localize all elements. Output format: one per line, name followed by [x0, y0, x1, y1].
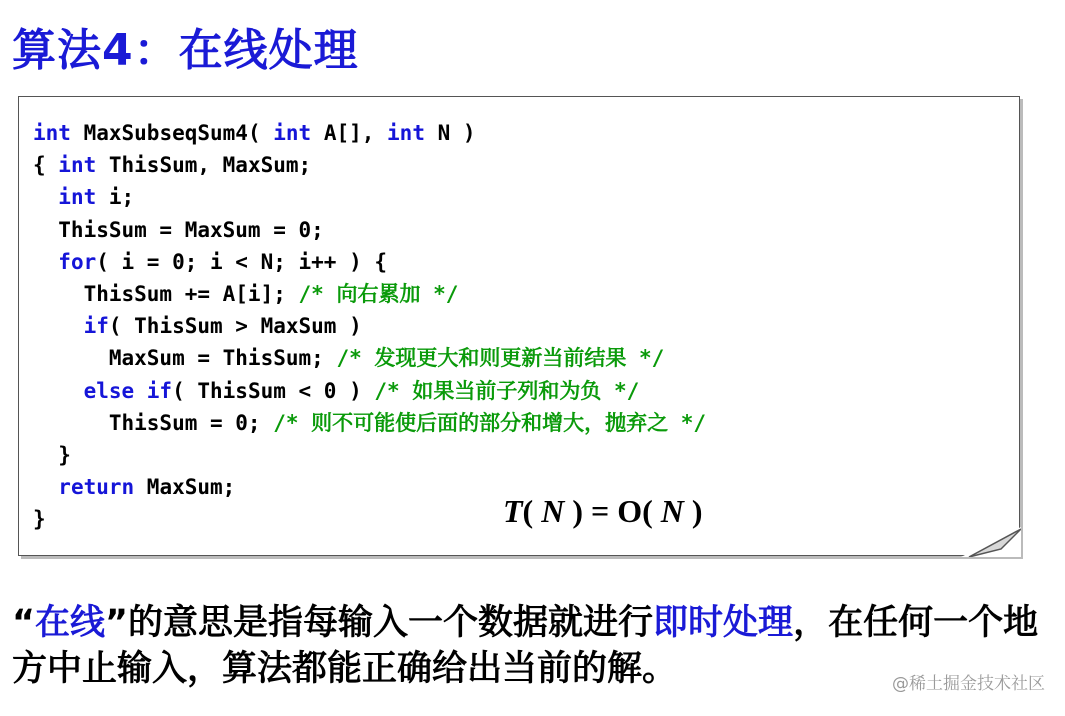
code-keyword: int	[58, 153, 97, 178]
code-line	[33, 310, 706, 342]
code-text	[33, 379, 84, 403]
formula-t: T	[503, 493, 523, 529]
code-block	[33, 117, 706, 535]
formula-paren-close: )	[683, 493, 703, 529]
code-keyword: int	[33, 121, 71, 145]
formula-equals: ) = O(	[564, 493, 661, 529]
code-keyword: int	[387, 121, 425, 145]
code-text: ThisSum = 0;	[33, 410, 274, 435]
code-text: ThisSum, MaxSum;	[96, 153, 312, 178]
code-keyword: return	[58, 475, 135, 500]
code-text: ThisSum += A[i];	[33, 281, 299, 306]
code-line	[33, 214, 706, 246]
code-text: ( ThisSum < 0 )	[172, 378, 375, 403]
code-text: MaxSum = ThisSum;	[33, 346, 337, 371]
quote-open: “	[12, 603, 36, 643]
code-text	[33, 185, 58, 209]
code-text: ( i = 0; i < N; i++ ) {	[96, 249, 388, 274]
highlight-realtime: 即时处理	[653, 603, 794, 643]
code-keyword: else if	[83, 378, 173, 403]
code-line	[33, 117, 706, 149]
code-keyword: int	[58, 185, 97, 210]
code-text: ( ThisSum > MaxSum )	[108, 314, 362, 339]
formula-n1: N	[541, 493, 565, 529]
page-fold-icon	[961, 527, 1021, 557]
code-text: MaxSum;	[134, 475, 236, 500]
code-text: {	[33, 153, 59, 178]
code-keyword: for	[58, 249, 97, 274]
code-text: N )	[424, 121, 476, 145]
complexity-formula	[503, 493, 703, 530]
code-line	[33, 149, 706, 181]
code-line	[33, 342, 706, 374]
highlight-online: 在线	[35, 603, 106, 643]
code-text: }	[33, 507, 46, 532]
paragraph-text-1: ”的意思是指每输入一个数据就进行	[105, 603, 654, 643]
code-line	[33, 375, 706, 407]
code-keyword: if	[83, 314, 109, 339]
formula-n2: N	[660, 493, 684, 529]
watermark: @稀土掘金技术社区	[892, 674, 1045, 694]
code-line	[33, 407, 706, 439]
slide-title: 算法4：在线处理	[12, 25, 359, 76]
code-line	[33, 181, 706, 213]
code-line	[33, 439, 706, 471]
code-text	[33, 314, 84, 338]
code-comment: /* 如果当前子列和为负 */	[374, 378, 640, 403]
code-keyword: int	[273, 121, 312, 145]
code-text	[33, 250, 58, 274]
code-box	[18, 96, 1020, 556]
formula-paren-open: (	[522, 493, 542, 529]
code-text: }	[33, 442, 71, 467]
code-line	[33, 246, 706, 278]
code-text	[33, 475, 58, 499]
code-text: A[],	[311, 121, 388, 145]
code-text: i;	[96, 185, 135, 210]
code-text: MaxSubseqSum4(	[70, 121, 274, 145]
code-comment: /* 发现更大和则更新当前结果 */	[336, 346, 665, 371]
code-line	[33, 278, 706, 310]
code-comment: /* 向右累加 */	[298, 281, 459, 306]
code-comment: /* 则不可能使后面的部分和增大，抛弃之 */	[273, 410, 707, 435]
code-text: ThisSum = MaxSum = 0;	[33, 217, 324, 242]
paragraph-text-2: ，在任何一个地方中止输入，算法都能正确给出当前的解。	[12, 603, 1039, 689]
